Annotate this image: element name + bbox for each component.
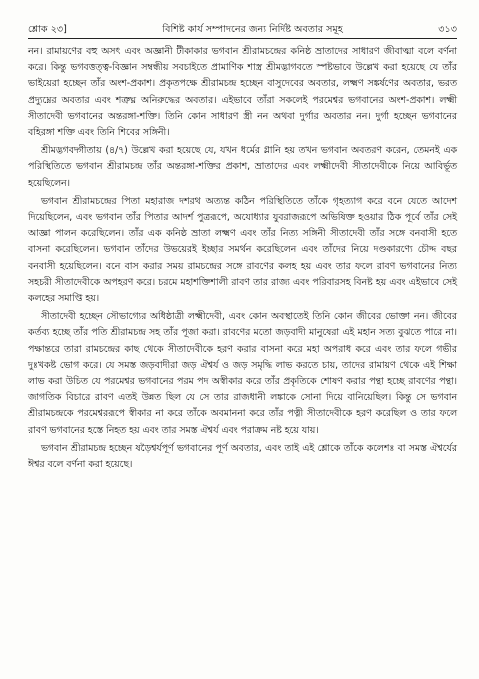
running-header	[28, 14, 457, 36]
page-number: ৩১৩	[438, 24, 457, 35]
chapter-title: বিশিষ্ট কার্য সম্পাদনের জন্য নির্দিষ্ট অবতার সমূহ	[162, 24, 343, 35]
header-rule	[28, 38, 457, 39]
paragraph-1: নন। রামায়ণের বহু অসৎ এবং অজ্ঞানী টীকাকার ভগবান শ্রীরামচন্দ্রের কনিষ্ঠ ভ্রাতাদের সাধারণ জীবাত্মা বলে বর্ণনা করে। কিন্তু ভগবত্তত্ত্ব-বিজ্ঞান সম্বন্ধীয় সবচাইতে প্রামাণিক শাস্ত্র শ্রীমদ্ভাগবতে স্পষ্টভাবে উল্লেখ করা হয়েছে যে তাঁর ভাইয়েরা হচ্ছেন তাঁর অংশ-প্রকাশ। প্রকৃতপক্ষে শ্রীরামচন্দ্র হচ্ছেন বাসুদেবের অবতার, লক্ষ্মণ সঙ্কর্ষণের অবতার, ভরত প্রদ্যুম্নের অবতার এবং শত্রুঘ্ন অনিরুদ্ধের অবতার। এইভাবে তাঁরা সকলেই পরমেশ্বর ভগবানের অংশ-প্রকাশ। লক্ষ্মী সীতাদেবী ভগবানের অন্তরঙ্গা-শক্তি। তিনি কোন সাধারণ স্ত্রী নন অথবা দুর্গার অবতার নন। দুর্গা হচ্ছেন ভগবানের বহিরঙ্গা শক্তি এবং তিনি শিবের সঙ্গিনী।	[28, 46, 457, 139]
paragraph-3: ভগবান শ্রীরামচন্দ্রের পিতা মহারাজ দশরথ অত্যন্ত কঠিন পরিস্থিতিতে তাঁকে গৃহত্যাগ করে বনে যেতে আদেশ দিয়েছিলেন, এবং ভগবান তাঁর পিতার আদর্শ পুত্ররূপে, অযোধ্যার যুবরাজরূপে অভিষিক্ত হওয়ার ঠিক পূর্বে তাঁর সেই আজ্ঞা পালন করেছিলেন। তাঁর এক কনিষ্ঠ ভ্রাতা লক্ষ্মণ এবং তাঁর নিত্য সঙ্গিনী সীতাদেবী তাঁর সঙ্গে বনবাসী হতে বাসনা করেছিলেন। ভগবান তাঁদের উভয়েরই ইচ্ছার সমর্থন করেছিলেন এবং তাঁদের নিয়ে দণ্ডকারণ্যে চৌদ্দ বছর বনবাসী হয়েছিলেন। বনে বাস করার সময় রামচন্দ্রের সঙ্গে রাবণের কলহ হয় এবং তার ফলে রাবণ ভগবানের নিত্য সহচরী সীতাদেবীকে অপহরণ করে। চরমে মহাশক্তিশালী রাবণ তার রাজ্য এবং পরিবারসহ বিনষ্ট হয় এবং এইভাবে সেই কলহের সমাপ্তি হয়।	[28, 195, 457, 305]
page-body	[28, 44, 457, 667]
paragraph-4: সীতাদেবী হচ্ছেন সৌভাগ্যের অধিষ্ঠাত্রী লক্ষ্মীদেবী, এবং কোন অবস্থাতেই তিনি কোন জীবের ভোক্তা নন। জীবের কর্তব্য হচ্ছে তাঁর পতি শ্রীরামচন্দ্র সহ তাঁর পূজা করা। রাবণের মতো জড়বাদী মানুষেরা এই মহান সত্য বুঝতে পারে না। পক্ষান্তরে তারা রামচন্দ্রের কাছ থেকে সীতাদেবীকে হরণ করার বাসনা করে মহা অপরাধ করে এবং তার ফলে গভীর দুঃখকষ্ট ভোগ করে। যে সমস্ত জড়বাদীরা জড় ঐশ্বর্য ও জড় সমৃদ্ধি লাভ করতে চায়, তাদের রামায়ণ থেকে এই শিক্ষা লাভ করা উচিত যে পরমেশ্বর ভগবানের পরম পদ অস্বীকার করে তাঁর প্রকৃতিকে শোষণ করার পন্থা হচ্ছে রাবণের পন্থা। জাগতিক বিচারে রাবণ এতই উন্নত ছিল যে সে তার রাজধানী লঙ্কাকে সোনা দিয়ে বানিয়েছিল। কিন্তু সে ভগবান শ্রীরামচন্দ্রকে পরমেশ্বররূপে স্বীকার না করে তাঁকে অবমাননা করে তাঁর পত্নী সীতাদেবীকে হরণ করেছিল ও তার ফলে রাবণ ভগবানের হস্তে নিহত হয় এবং তার সমস্ত ঐশ্বর্য এবং পরাক্রম নষ্ট হয়ে যায়।	[28, 311, 457, 436]
paragraph-5: ভগবান শ্রীরামচন্দ্র হচ্ছেন ষড়ৈশ্বর্যপূর্ণ ভগবানের পূর্ণ অবতার, এবং তাই এই শ্লোকে তাঁকে কলেশঃ বা সমস্ত ঐশ্বর্যের ঈশ্বর বলে বর্ণনা করা হয়েছে।	[28, 442, 457, 471]
paragraph-2: শ্রীমদ্ভগবদ্গীতায় (৪/৭) উল্লেখ করা হয়েছে যে, যখন ধর্মের গ্লানি হয় তখন ভগবান অবতরণ করেন, তেমনই এক পরিস্থিতিতে ভগবান শ্রীরামচন্দ্র তাঁর অন্তরঙ্গা-শক্তির প্রকাশ, ভ্রাতাদের এবং লক্ষ্মীদেবী সীতাদেবীকে নিয়ে আবির্ভূত হয়েছিলেন।	[28, 145, 457, 189]
verse-reference: শ্লোক ২৩]	[28, 24, 67, 35]
